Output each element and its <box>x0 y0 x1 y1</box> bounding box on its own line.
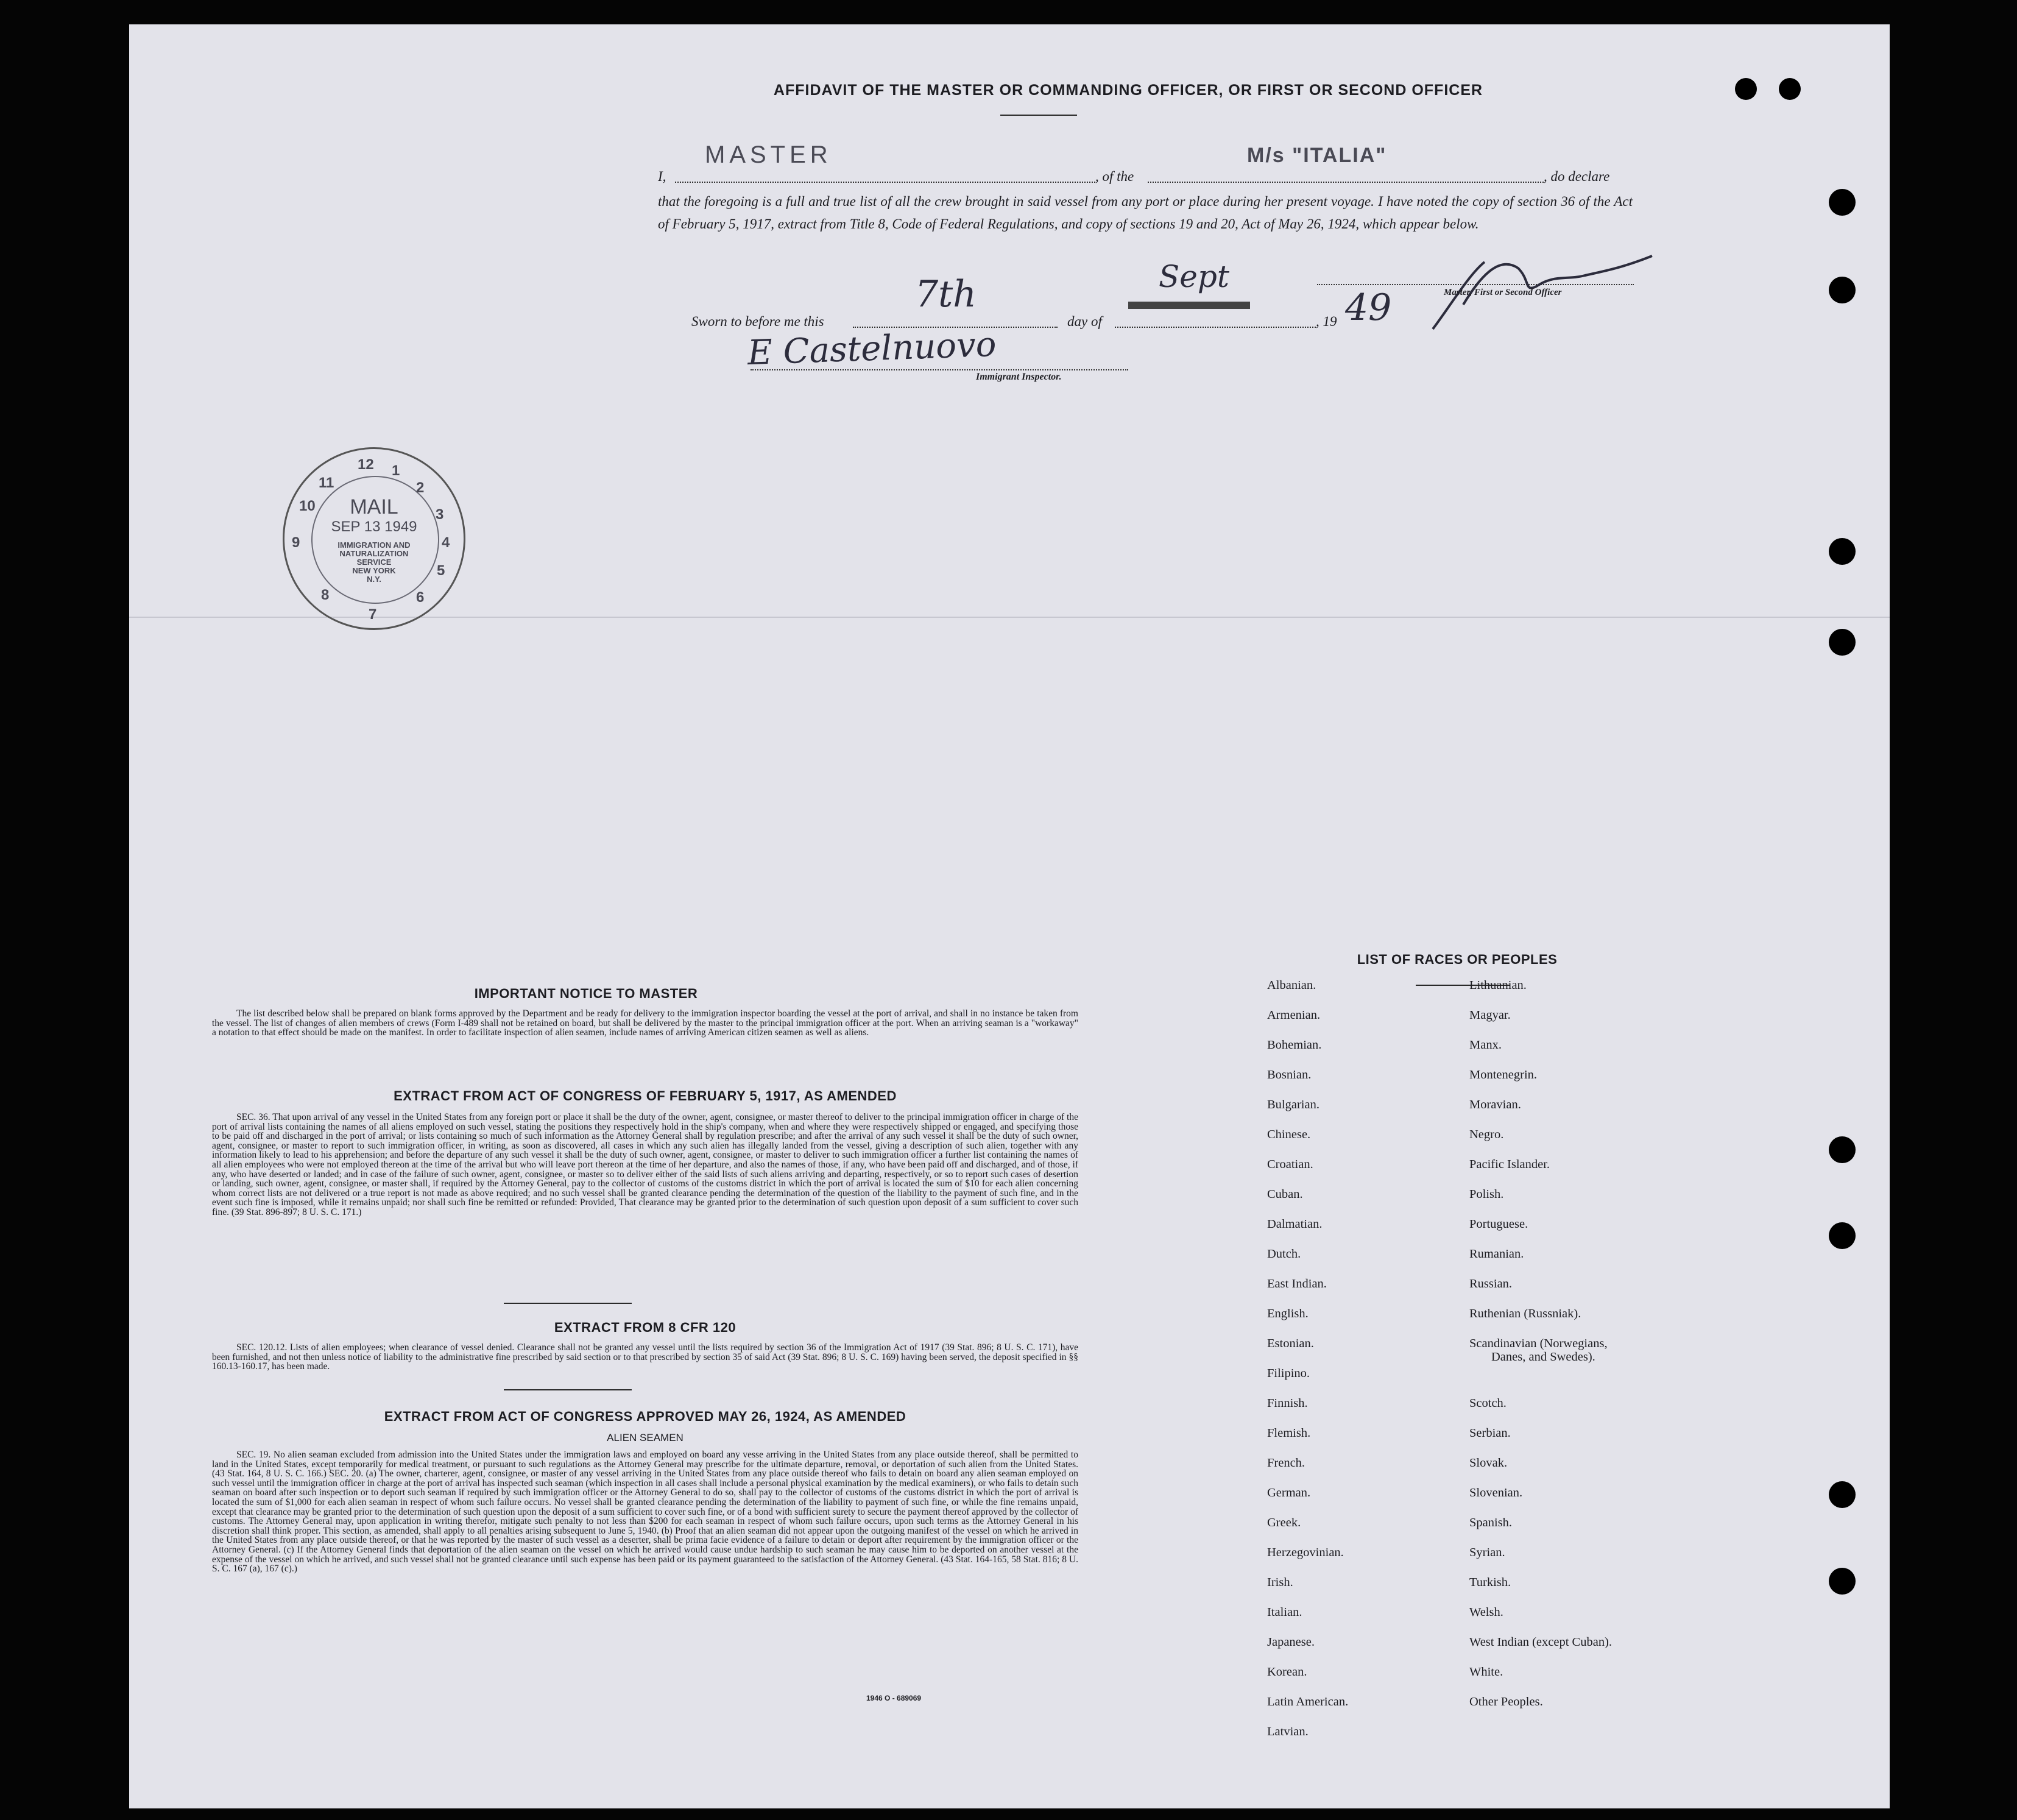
extract-1924-text: SEC. 19. No alien seaman excluded from admission into the United States under the immigration laws and employed on board any vesse arriving in the United States from any place outside thereof, shall be permitted to land in the United States, except temporarily for medical treatment, or pursuant to such regulations as the Attorney General may prescribe for the ultimate departure, removal, or deportation of such alien from the United States. (43 Stat. 164, 8 U. S. C. 166.) SEC. 20. (a) The owner, charterer, agent, consignee, or master of any vessel arriving in the United States from any place outside thereof who fails to detain on board any alien seaman employed on such vessel until the immigration officer in charge at the port of arrival has inspected such seaman (which inspection in all cases shall include a personal physical examination by the medical examiners), or who fails to detain such seaman on board after such inspection or to deport such seaman if required by such immigration officer or the Attorney General to do so, shall pay to the collector of customs of the customs district in which the port of arrival is located the sum of $1,000 for each alien seaman in respect of whom such failure occurs. No vessel shall be granted clearance pending the determination of the liability to payment of such fine, or while the fine remains unpaid, except that clearance may be granted prior to the determination of such question upon the deposit of a sum sufficient to cover such fine, or of a bond with sufficient surety to secure the payment thereof approved by the collector of customs. The Attorney General may, upon application in writing therefor, mitigate such penalty to not less than $200 for each seaman in respect of whom such failure occurs, upon such terms as the Attorney General in his discretion shall think proper. This section, as amended, shall apply to all penalties arising subsequent to June 5, 1940. (b) Proof that an alien seaman did not appear upon the outgoing manifest of the vessel on which he arrived in the United States from any place outside thereof, or that he was reported by the master of such vessel as a deserter, shall be prima facie evidence of a failure to detain or deport after requirement by the immigration officer or the Attorney General. (c) If the Attorney General finds that deportation of the alien seaman on the vessel on which he arrived would cause undue hardship to such seaman he may cause him to be deported on another vessel at the expense of the vessel on which he arrived, and such vessel shall not be granted clearance until such expense has been paid or its payment guaranteed to the satisfaction of the Attorney General. (43 Stat. 164-165, 58 Stat. 816; 8 U. S. C. 167 (a), 167 (c).) <box>212 1450 1078 1574</box>
stamp-line: SERVICE <box>356 558 392 567</box>
section-rule <box>504 1389 632 1390</box>
race-item: Magyar. <box>1469 1008 1511 1022</box>
mail-stamp <box>283 447 465 630</box>
stamp-digit: 10 <box>299 498 316 514</box>
stamp-line: NATURALIZATION <box>339 549 409 558</box>
race-item: Manx. <box>1469 1038 1502 1052</box>
race-item: Montenegrin. <box>1469 1068 1538 1082</box>
race-item: Latvian. <box>1267 1725 1309 1738</box>
extract-cfr-title: EXTRACT FROM 8 CFR 120 <box>554 1320 737 1335</box>
filled-master: MASTER <box>705 141 832 168</box>
of-the-label: , of the <box>1095 169 1134 184</box>
notice-text: The list described below shall be prepared on blank forms approved by the Department and be ready for delivery to the immigration inspector boarding the vessel at the port of arrival, and shall in no instance be taken from the vessel. The list of changes of alien members of crews (Form I-489 shall not be retained on board, but shall be delivered by the master to the principal immigration officer at the port. When an arriving seaman is a "workaway" a notation to that effect should be made on the manifest. In order to facilitate inspection of alien seamen, include names of arriving American citizen seamen as well as aliens. <box>212 1008 1078 1038</box>
race-item: Bosnian. <box>1267 1068 1312 1082</box>
stamp-digit: 8 <box>321 587 330 603</box>
filled-month: Sept <box>1159 259 1229 294</box>
race-item: Scotch. <box>1469 1397 1507 1410</box>
officer-caption: Master, First or Second Officer <box>1444 288 1562 297</box>
declaration-body: that the foregoing is a full and true list of all the crew brought in said vessel from any port or place during her present voyage. I have noted the copy of section 36 of the Act of February 5, 1917, extract from Title 8, Code of Federal Regulations, and copy of sections 19 and 20, Act of May 26, 1924, which appear below. <box>658 194 1633 232</box>
punch-hole <box>1829 1136 1856 1163</box>
affidavit-title: AFFIDAVIT OF THE MASTER OR COMMANDING OFFICER, OR FIRST OR SECOND OFFICER <box>773 82 1483 99</box>
stamp-date: SEP 13 1949 <box>331 519 417 535</box>
struck-month <box>1128 302 1250 309</box>
stamp-digit: 11 <box>319 475 334 491</box>
race-item: Scandinavian (Norwegians, <box>1469 1337 1608 1350</box>
stamp-line: IMMIGRATION AND <box>337 540 411 550</box>
race-item: Serbian. <box>1469 1426 1511 1440</box>
race-item: Herzegovinian. <box>1267 1546 1344 1559</box>
punch-hole <box>1829 1481 1856 1508</box>
race-item: Chinese. <box>1267 1128 1311 1141</box>
race-item: Spanish. <box>1469 1516 1513 1529</box>
race-item: Finnish. <box>1267 1397 1308 1410</box>
stamp-digit: 9 <box>292 534 300 551</box>
stamp-digit: 12 <box>358 456 374 473</box>
race-item: Polish. <box>1469 1188 1504 1201</box>
section-rule <box>504 1303 632 1304</box>
document-page <box>129 24 1890 1808</box>
officer-signature <box>1427 238 1658 335</box>
filled-day: 7th <box>915 273 977 316</box>
race-item: Ruthenian (Russniak). <box>1469 1307 1581 1320</box>
race-item: German. <box>1267 1486 1311 1500</box>
inspector-signature: E Castelnuovo <box>746 324 997 374</box>
extract-1917-text: SEC. 36. That upon arrival of any vessel in the United States from any foreign port or place it shall be the duty of the owner, agent, consignee, or master thereof to deliver to the principal immigration officer in charge of the port of arrival lists containing the names of all aliens employed on such vessel, stating the positions they respectively hold in the ship's company, when and where they were respectively shipped or engaged, and specifying those to be paid off and discharged in the port of arrival; or lists containing so much of such information as the Attorney General shall by regulation prescribe; and after the arrival of any such vessel it shall be the duty of such owner, agent, consignee, or master to report to such immigration officer, in writing, as soon as discovered, all cases in which any such alien has illegally landed from the vessel, giving a description of such alien, together with any information likely to lead to his apprehension; and before the departure of any such vessel it shall be the duty of such owner, agent, consignee, or master to deliver to such immigration officer a further list containing the names of all alien employees who were not employed thereon at the time of the arrival but who will leave port thereon at the time of her departure, and also the names of those, if any, who have been paid off and discharged, and of those, if any, who have deserted or landed; and in case of the failure of such owner, agent, consignee, or master so to deliver either of the said lists of such aliens arriving and departing, respectively, or so to report such cases of desertion or landing, such owner, agent, consignee, or master shall, if required by the Attorney General, pay to the collector of customs of the customs district in which the port of arrival is located the sum of $10 for each alien concerning whom correct lists are not delivered or a true report is not made as above required; and no such vessel shall be granted clearance pending the determination of the question of the liability to the payment of such fine, and in the event such fine is imposed, while it remains unpaid; nor shall such fine be remitted or refunded: Provided, That clearance may be granted prior to the determination of such question upon deposit of a sum sufficient to cover such fine. (39 Stat. 896-897; 8 U. S. C. 171.) <box>212 1112 1078 1217</box>
race-item: Rumanian. <box>1469 1247 1524 1261</box>
race-item: Lithuanian. <box>1469 979 1527 992</box>
punch-hole <box>1829 1222 1856 1249</box>
race-item: Welsh. <box>1469 1606 1503 1619</box>
race-item: Moravian. <box>1469 1098 1521 1111</box>
race-item: Negro. <box>1469 1128 1504 1141</box>
race-item: Portuguese. <box>1469 1217 1528 1231</box>
inspector-caption: Immigrant Inspector. <box>976 372 1062 382</box>
race-item: Slovak. <box>1469 1456 1508 1470</box>
sworn-label: Sworn to before me this <box>691 314 824 329</box>
stamp-digit: 4 <box>442 534 450 551</box>
extract-1917-title: EXTRACT FROM ACT OF CONGRESS OF FEBRUARY 5, 1917, AS AMENDED <box>394 1088 897 1103</box>
extract-1924-subtitle: ALIEN SEAMEN <box>607 1432 684 1443</box>
race-item: Bohemian. <box>1267 1038 1322 1052</box>
punch-hole <box>1829 189 1856 216</box>
stamp-digit: 1 <box>392 462 400 479</box>
punch-hole <box>1829 1568 1856 1595</box>
races-title: LIST OF RACES OR PEOPLES <box>1357 952 1558 967</box>
stamp-digit: 7 <box>369 606 377 623</box>
race-item: Russian. <box>1469 1277 1513 1291</box>
race-item: Greek. <box>1267 1516 1301 1529</box>
month-blank <box>1115 327 1316 328</box>
race-item: Pacific Islander. <box>1469 1158 1550 1171</box>
do-declare-label: , do declare <box>1544 169 1610 184</box>
punch-hole <box>1829 629 1856 656</box>
stamp-digit: 5 <box>437 562 445 579</box>
race-item: Croatian. <box>1267 1158 1313 1171</box>
race-item: French. <box>1267 1456 1305 1470</box>
punch-hole <box>1829 538 1856 565</box>
title-rule <box>1000 115 1077 116</box>
vessel-blank <box>1148 182 1544 183</box>
day-of-label: day of <box>1067 314 1102 329</box>
race-item: English. <box>1267 1307 1309 1320</box>
filled-year: 49 <box>1345 286 1392 329</box>
print-code: 1946 O - 689069 <box>866 1694 922 1702</box>
extract-1924-title: EXTRACT FROM ACT OF CONGRESS APPROVED MAY 26, 1924, AS AMENDED <box>384 1409 906 1424</box>
stamp-line: NEW YORK <box>352 566 396 575</box>
race-item: White. <box>1469 1665 1503 1679</box>
extract-cfr-text: SEC. 120.12. Lists of alien employees; when clearance of vessel denied. Clearance shall not be granted any vessel until the lists required by section 36 of the Immigration Act of 1917 (39 Stat. 896; 8 U. S. C. 171), have been furnished, and not then unless notice of liability to the administrative fine prescribed by said section or to that prescribed by section 35 of said Act (39 Stat. 896; 8 U. S. C. 169) having been served, the deposit specified in §§ 160.13-160.17, has been made. <box>212 1342 1078 1372</box>
race-item: Slovenian. <box>1469 1486 1523 1500</box>
year-prefix: , 19 <box>1316 314 1337 329</box>
race-item: Albanian. <box>1267 979 1316 992</box>
punch-hole <box>1829 277 1856 303</box>
race-item: Syrian. <box>1469 1546 1505 1559</box>
filled-vessel: M/s "ITALIA" <box>1247 144 1387 167</box>
race-item: Cuban. <box>1267 1188 1303 1201</box>
stamp-digit: 2 <box>416 480 425 496</box>
race-item: Flemish. <box>1267 1426 1311 1440</box>
punch-hole <box>1779 78 1801 100</box>
race-item: West Indian (except Cuban). <box>1469 1635 1613 1649</box>
race-item: Dutch. <box>1267 1247 1301 1261</box>
race-item: Estonian. <box>1267 1337 1314 1350</box>
race-item: Turkish. <box>1469 1576 1511 1589</box>
punch-hole <box>1735 78 1757 100</box>
master-blank <box>675 182 1095 183</box>
race-item: Other Peoples. <box>1469 1695 1543 1708</box>
race-item: Italian. <box>1267 1606 1302 1619</box>
stamp-digit: 3 <box>436 506 444 523</box>
stamp-word: MAIL <box>350 495 398 519</box>
race-item: Latin American. <box>1267 1695 1349 1708</box>
race-item: East Indian. <box>1267 1277 1327 1291</box>
race-item: Danes, and Swedes). <box>1491 1350 1595 1364</box>
race-item: Korean. <box>1267 1665 1307 1679</box>
race-item: Filipino. <box>1267 1367 1310 1380</box>
notice-title: IMPORTANT NOTICE TO MASTER <box>474 986 698 1001</box>
race-item: Irish. <box>1267 1576 1293 1589</box>
stamp-digit: 6 <box>416 589 425 606</box>
race-item: Armenian. <box>1267 1008 1321 1022</box>
race-item: Bulgarian. <box>1267 1098 1319 1111</box>
race-item: Dalmatian. <box>1267 1217 1323 1231</box>
race-item: Japanese. <box>1267 1635 1315 1649</box>
stamp-line: N.Y. <box>367 575 381 584</box>
declaration-i-label: I, <box>658 169 666 184</box>
